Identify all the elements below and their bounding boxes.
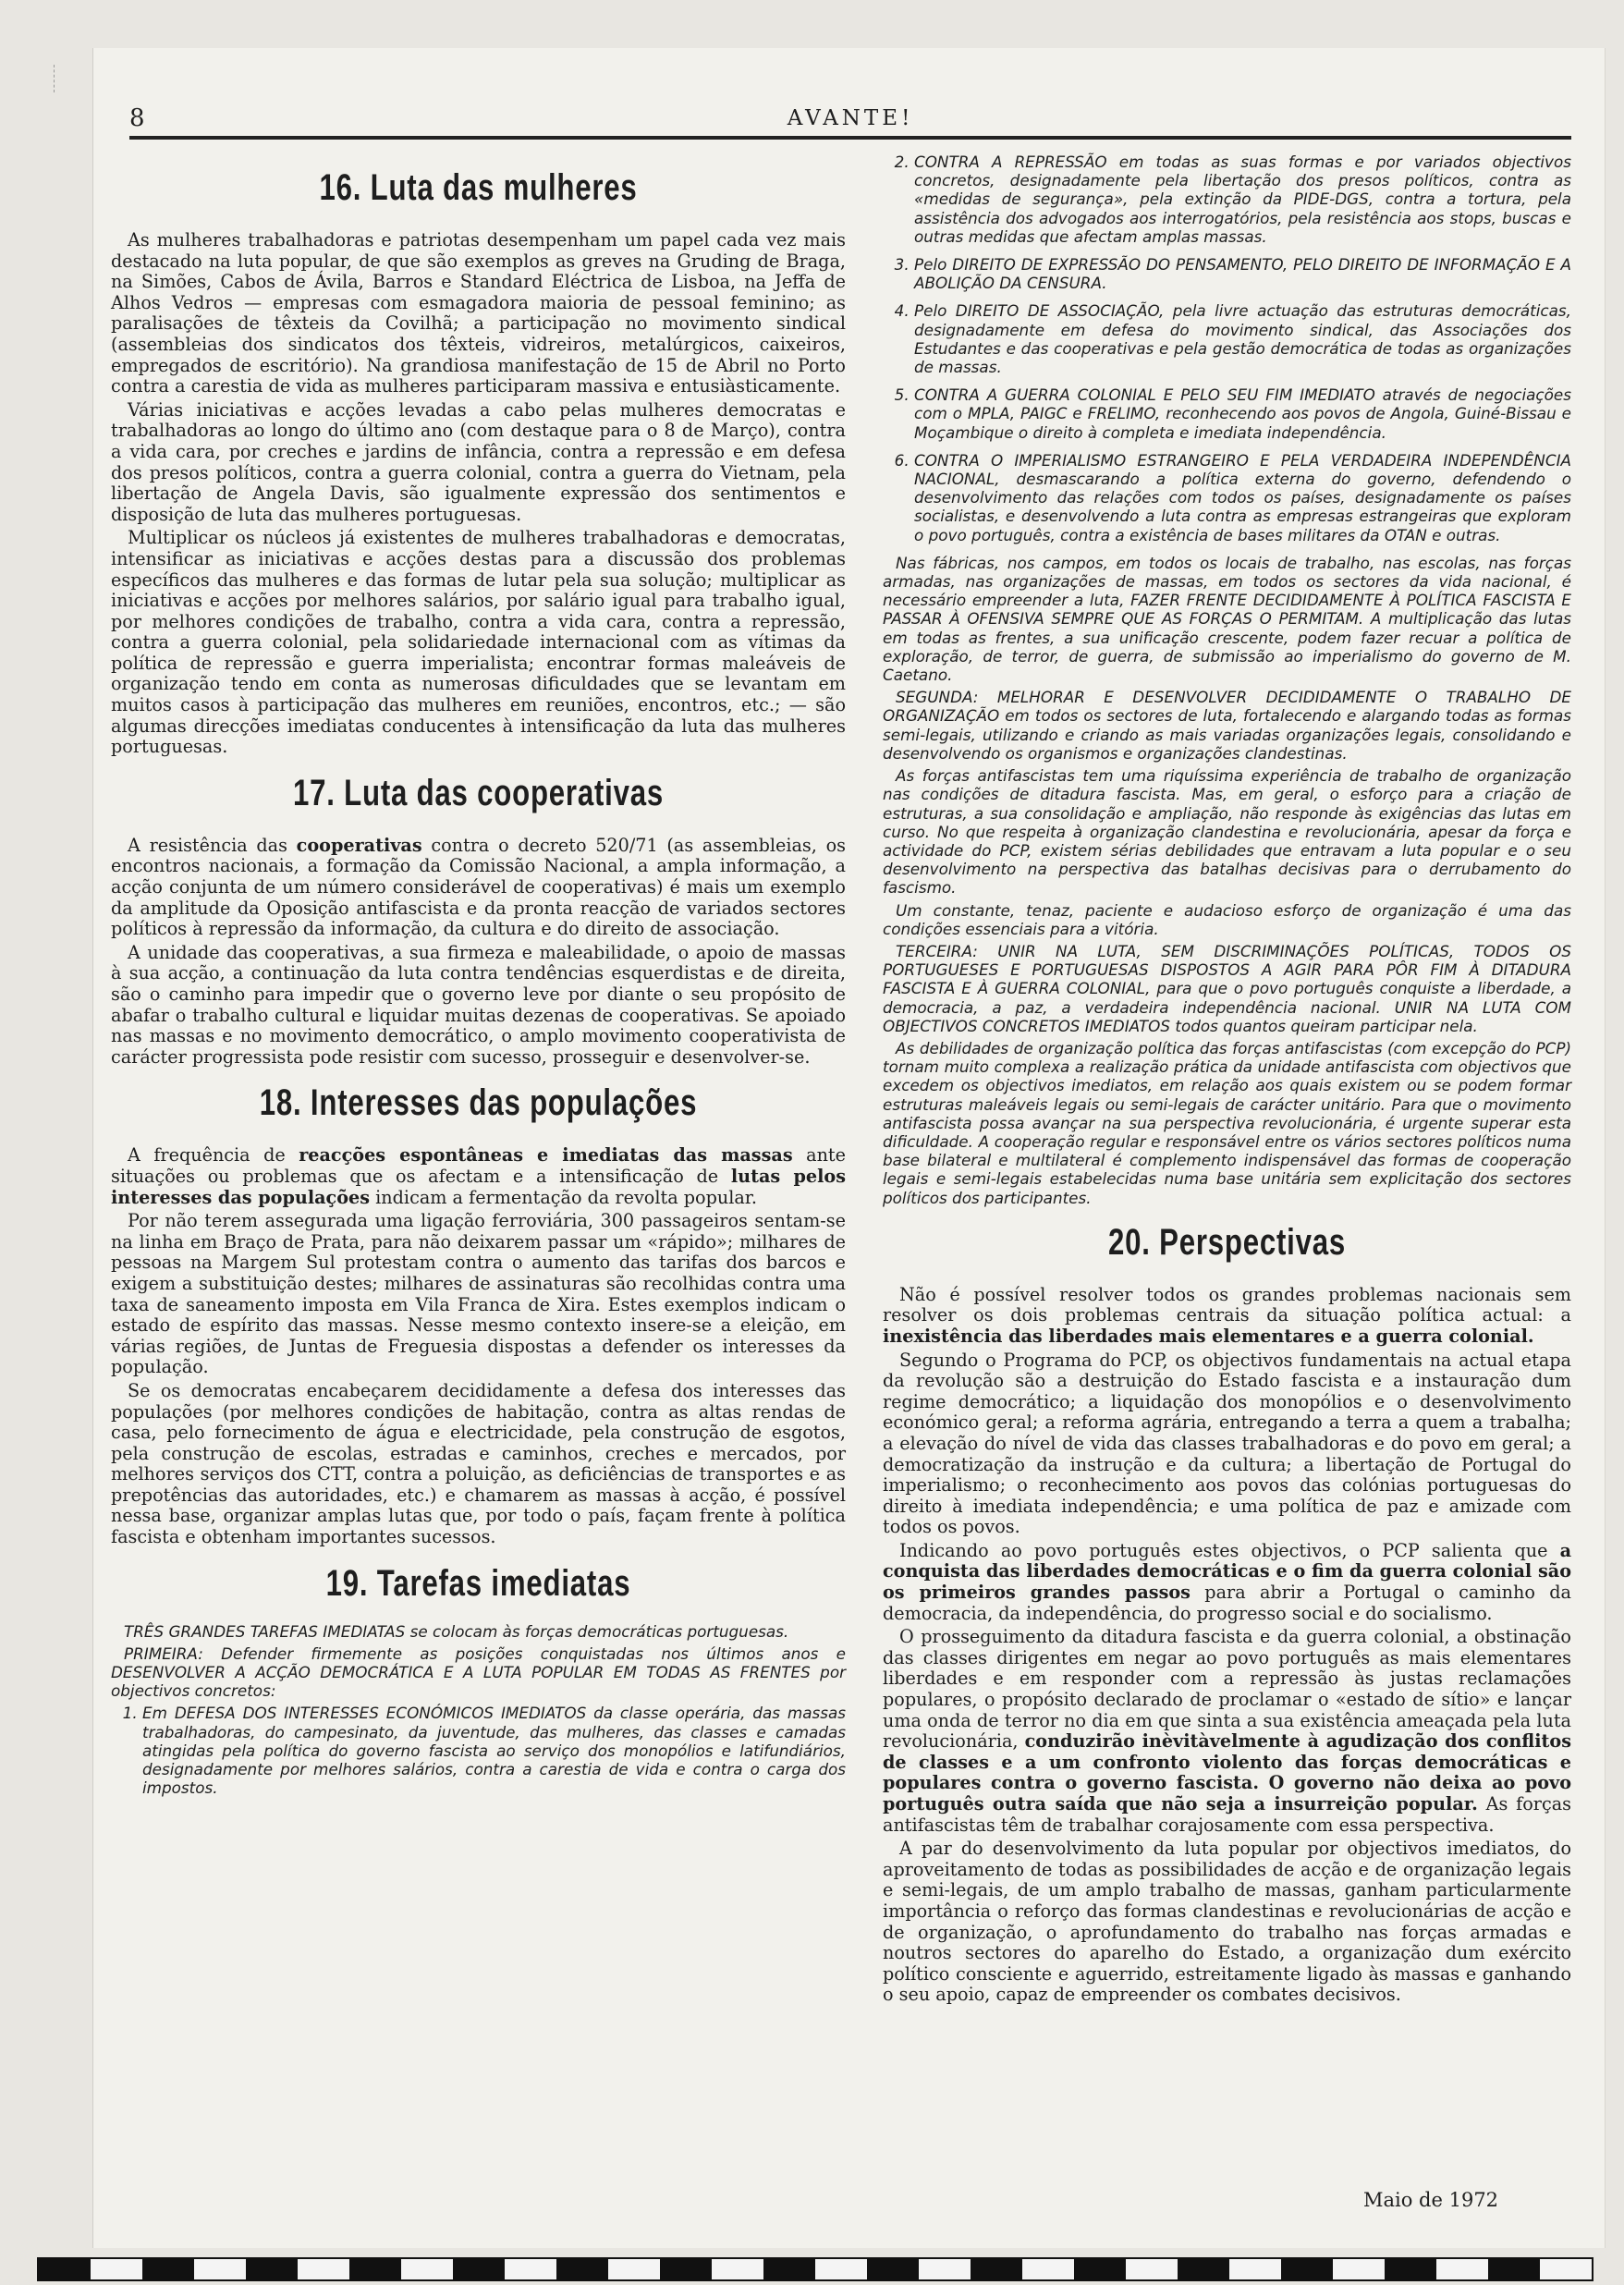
text-run: contra o decreto 520/71 (as assembleias, os encontros nacionais, a formação da Comissão Nacional, a ampla informação, a acção conjunta de um número considerável de cooperativas) é mais um exemplo da amplitude da Oposição antifascista e da pronta reacção de variados sectores políticos à repressão da informação, da cultura e do direito de associação.	[111, 834, 846, 940]
text-run: indicam a fermentação da revolta popular.	[375, 1186, 757, 1208]
section-17	[111, 771, 846, 1069]
list-item: 1. Em DEFESA DOS INTERESSES ECONÓMICOS IMEDIATOS da classe operária, das massas trabalhadoras, do campesinato, da juventude, das mulheres, das classes e camadas atingidas pela política do governo fascista ao serviço dos monopólios e latifundiários, designadamente por melhores salários, contra a carestia de vida e contra o carga dos impostos.	[142, 1704, 846, 1797]
text-run: O prosseguimento da ditadura fascista e da guerra colonial, a obstinação das classes dirigentes em negar ao povo português as mais elementares liberdades e em responder com a repressão às justas reclamações populares, o propósito declarado de proclamar o «estado de sítio» e lançar uma onda de terror no dia em que sinta a sua existência ameaçada pela luta revolucionária,	[883, 1626, 1571, 1753]
paragraph: SEGUNDA: MELHORAR E DESENVOLVER DECIDIDAMENTE O TRABALHO DE ORGANIZAÇÃO em todos os sectores de luta, fortalecendo e alargando todas as formas semi-legais, utilizando e criando as mais variadas organizações legais, consolidando e desenvolvendo os organismos e organizações clandestinas.	[883, 688, 1571, 763]
italic-block	[883, 153, 1571, 1207]
paragraph	[883, 1541, 1571, 1624]
list-item: 6. CONTRA O IMPERIALISMO ESTRANGEIRO E PELA VERDADEIRA INDEPENDÊNCIA NACIONAL, desmascarando a política externa do governo, defendendo o desenvolvimento das relações com todos os países, designadamente os países socialistas, e desenvolvendo a luta contra as empresas estrangeiras que exploram o povo português, contra a existência de bases militares da OTAN e outras.	[914, 451, 1571, 544]
bold-run: cooperativas	[296, 834, 422, 856]
paragraph: TERCEIRA: UNIR NA LUTA, SEM DISCRIMINAÇÕES POLÍTICAS, TODOS OS PORTUGUESES E PORTUGUESAS DISPOSTOS A AGIR PARA PÔR FIM À DITADURA FASCISTA E À GUERRA COLONIAL, para que o povo português conquiste a liberdade, a democracia, a paz, a verdadeira independência nacional. UNIR NA LUTA COM OBJECTIVOS CONCRETOS IMEDIATOS todos quantos queiram participar nela.	[883, 941, 1571, 1035]
text-run: A frequência de	[128, 1144, 286, 1167]
text-run: As forças antifascistas têm de trabalhar corajosamente com essa perspectiva.	[883, 1793, 1571, 1836]
header-rule	[129, 136, 1571, 140]
paragraph: A par do desenvolvimento da luta popular por objectivos imediatos, do aproveitamento de todas as possibilidades de acção e de organização legais e semi-legais, de um amplo trabalho de massas, ganham particularmente importância o reforço das formas clandestinas e revolucionárias de acção e de organização, o aprofundamento do trabalho nas forças armadas e noutros sectores do aparelho do Estado, a organização dum exército político consciente e aguerrido, estreitamente ligado às massas e ganhando o seu apoio, capaz de empreender os combates decisivos.	[883, 1838, 1571, 2006]
section-title: 19. Tarefas imediatas	[325, 1562, 631, 1604]
paragraph: As mulheres trabalhadoras e patriotas desempenham um papel cada vez mais destacado na luta popular, de que são exemplos as greves na Gruding de Braga, na Simões, Cabos de Ávila, Barros e Standard Eléctrica de Lisboa, na Jeffa de Alhos Vedros — empresas com esmagadora maioria de pessoal feminino; as paralisações de têxteis da Covilhã; a participação no movimento sindical (assembleias dos sindicatos dos têxteis, vidreiros, metalúrgicos, caixeiros, empregados de escritório). Na grandiosa manifestação de 15 de Abril no Porto contra a carestia de vida as mulheres participaram massiva e entusiàsticamente.	[111, 229, 846, 397]
paragraph: Segundo o Programa do PCP, os objectivos fundamentais na actual etapa da revolução são a destruição do Estado fascista e a instauração dum regime democrático; a liquidação dos monopólios e o desenvolvimento económico geral; a reforma agrária, entregando a terra a quem a trabalha; a elevação do nível de vida das classes trabalhadoras e do povo em geral; a democratização da instrução e da cultura; a libertação de Portugal do imperialismo; o reconhecimento aos povos das colónias portuguesas do direito à imediata independência; e uma política de paz e amizade com todos os povos.	[883, 1349, 1571, 1538]
paragraph: PRIMEIRA: Defender firmemente as posições conquistadas nos últimos anos e DESENVOLVER A ACÇÃO DEMOCRÁTICA E A LUTA POPULAR EM TODAS AS FRENTES por objectivos concretos:	[111, 1643, 846, 1701]
section-title: 16. Luta das mulheres	[319, 167, 638, 208]
section-18	[111, 1081, 846, 1547]
section-20	[883, 1220, 1571, 2006]
text-run: A resistência das	[128, 834, 287, 856]
paragraph: Se os democratas encabeçarem decididamente a defesa dos interesses das populações (por melhores condições de habitação, contra as altas rendas de casa, pelo fornecimento de água e electricidade, pela construção de esgotos, pela construção de escolas, estradas e caminhos, creches e mercados, por melhores serviços dos CTT, contra a poluição, as deficiências de transportes e as prepotências das autoridades, etc.) e chamarem as massas à acção, é possível nessa base, organizar amplas lutas que, por todo o país, façam frente à política fascista e obtenham importantes sucessos.	[111, 1379, 846, 1548]
paragraph: As forças antifascistas tem uma riquíssima experiência de trabalho de organização nas condições de ditadura fascista. Mas, em geral, o esforço para a criação de estruturas, a sua consolidação e ampliação, não responde às exigências das lutas em curso. No que respeita à organização clandestina e revolucionária, apesar da força e actividade do PCP, existem sérias debilidades que entravam a luta popular e o seu desenvolvimento na perspectiva das batalhas decisivas para o derrubamento do fascismo.	[883, 766, 1571, 898]
paragraph: Nas fábricas, nos campos, em todos os locais de trabalho, nas escolas, nas forças armadas, nas organizações de massas, em todos os sectores da vida nacional, é necessário empreender a luta, FAZER FRENTE DECIDIDAMENTE À POLÍTICA FASCISTA E PASSAR À OFENSIVA SEMPRE QUE AS FORÇAS O PERMITAM. A multiplicação das lutas em todas as frentes, a sua unificação crescente, podem fazer recuar a política de exploração, de terror, de guerra, de submissão ao imperialismo do governo de M. Caetano.	[883, 553, 1571, 685]
paragraph	[883, 1285, 1571, 1348]
paragraph: TRÊS GRANDES TAREFAS IMEDIATAS se colocam às forças democráticas portuguesas.	[124, 1621, 789, 1641]
page-number: 8	[129, 104, 145, 132]
bold-run: inexistência das liberdades mais elementares e a guerra colonial.	[883, 1325, 1534, 1347]
scan-ruler	[37, 2257, 1593, 2281]
section-16	[111, 165, 846, 758]
section-title: 18. Interesses das populações	[259, 1082, 698, 1124]
paragraph: Um constante, tenaz, paciente e audacioso esforço de organização é uma das condições essenciais para a vitória.	[883, 900, 1571, 938]
text-run: ante situações ou problemas que os afectam e a intensificação de	[111, 1144, 846, 1187]
list-item: 5. CONTRA A GUERRA COLONIAL E PELO SEU FIM IMEDIATO através de negociações com o MPLA, PAIGC e FRELIMO, reconhecendo aos povos de Angola, Guiné-Bissau e Moçambique o direito à completa e imediata independência.	[914, 385, 1571, 442]
paragraph: Multiplicar os núcleos já existentes de mulheres trabalhadoras e democratas, intensificar as iniciativas e acções destas para a discussão dos problemas específicos das mulheres e das formas de lutar pela sua solução; multiplicar as iniciativas e acções por melhores salários, por salário igual para trabalho igual, por melhores condições de trabalho, contra a vida cara, contra a repressão, contra a guerra colonial, pela solidariedade internacional com as vítimas da política de repressão e guerra imperialista; encontrar formas maleáveis de organização tendo em conta as numerosas dificuldades que se levantam em muitos casos à participação das mulheres em reuniões, encontros, etc.; — são algumas direcções imediatas conducentes à intensificação da luta das mulheres portuguesas.	[111, 527, 846, 758]
paragraph	[111, 836, 846, 940]
list-item: 2. CONTRA A REPRESSÃO em todas as suas formas e por variados objectivos concretos, designadamente pela libertação dos presos políticos, contra as «medidas de segurança», pela extinção da PIDE-DGS, contra a tortura, pela assistência dos advogados aos interrogatórios, pela resistência aos stops, buscas e outras medidas que afectam amplas massas.	[914, 153, 1571, 246]
list-item: 4. Pelo DIREITO DE ASSOCIAÇÃO, pela livre actuação das estruturas democráticas, designadamente em defesa do movimento sindical, das Associações dos Estudantes e das cooperativas e pela gestão democrática de todas as organizações de massas.	[914, 301, 1571, 376]
text-run: Indicando ao povo português estes objectivos, o PCP salienta que	[899, 1539, 1548, 1561]
bold-run: a conquista das liberdades democráticas e o fim da guerra colonial são os primeiros grandes passos	[883, 1539, 1571, 1604]
paragraph: A unidade das cooperativas, a sua firmeza e maleabilidade, o apoio de massas à sua acção, a continuação da luta contra tendências esquerdistas e de direita, são o caminho para impedir que o governo leve por diante o seu propósito de abafar o trabalho cultural e liquidar muitas dezenas de cooperativas. Se apoiado nas massas e no movimento democrático, o amplo movimento cooperativista de carácter progressista pode resistir com sucesso, prosseguir e desenvolver-se.	[111, 941, 846, 1068]
text-run: Não é possível resolver todos os grandes problemas nacionais sem resolver os dois problemas centrais da situação política actual: a	[883, 1283, 1571, 1326]
page-mark	[54, 65, 73, 92]
section-title: 20. Perspectivas	[1107, 1221, 1347, 1263]
tasks-list	[111, 1704, 846, 1797]
paragraph	[883, 1627, 1571, 1836]
section-title: 17. Luta das cooperativas	[293, 772, 664, 813]
paragraph: Por não terem assegurada uma ligação ferroviária, 300 passageiros sentam-se na linha em Braço de Prata, para não deixarem passar um «rápido»; milhares de pessoas na Margem Sul protestam contra o aumento das tarifas dos barcos e exigem a substituição destes; milhares de assinaturas são recolhidas contra uma taxa de saneamento imposta em Vila Franca de Xira. Estes exemplos indicam o estado de espírito das massas. Nesse mesmo contexto insere-se a eleição, em várias regiões, de Juntas de Freguesia dispostas a defender os interesses da população.	[111, 1210, 846, 1378]
bold-run: lutas pelos interesses das populações	[111, 1165, 846, 1208]
issue-date: Maio de 1972	[1363, 2189, 1499, 2211]
paragraph: Várias iniciativas e acções levadas a cabo pelas mulheres democratas e trabalhadoras ao longo do último ano (com destaque para o 8 de Março), contra a vida cara, por creches e jardins de infância, contra a repressão e em defesa dos presos políticos, contra a guerra colonial, contra a guerra do Vietnam, pela libertação de Angela Davis, são igualmente expressão dos sentimentos e disposição de luta das mulheres portuguesas.	[111, 398, 846, 525]
section-19	[111, 1561, 846, 1798]
newspaper-name: AVANTE!	[787, 106, 914, 130]
list-item: 3. Pelo DIREITO DE EXPRESSÃO DO PENSAMENTO, PELO DIREITO DE INFORMAÇÃO E A ABOLIÇÃO DA CENSURA.	[914, 255, 1571, 292]
bold-run: conduzirão inèvitàvelmente à agudização dos conflitos de classes e a um confronto violento das forças democráticas e populares contra o governo fascista. O governo não deixa ao povo português outra saída que não seja a insurreição popular.	[883, 1730, 1571, 1815]
paragraph	[111, 1145, 846, 1208]
italic-block	[111, 1622, 846, 1798]
bold-run: reacções espontâneas e imediatas das massas	[299, 1144, 793, 1167]
right-column	[883, 153, 1571, 2009]
paragraph: As debilidades de organização política das forças antifascistas (com excepção do PCP) tornam muito complexa a realização prática da unidade antifascista com objectivos que excedem os objectivos imediatos, em relação aos quais existem ou se podem formar estruturas maleáveis legais ou semi-legais de carácter unitário. Para que o movimento antifascista possa avançar na sua perspectiva revolucionária, é urgente superar esta dificuldade. A cooperação regular e responsável entre os vários sectores políticos numa base bilateral e multilateral é complemento indispensável das formas de cooperação legais e semi-legais estabelecidas numa base unitária sem explicitação dos sectores políticos dos participantes.	[883, 1038, 1571, 1207]
page-header	[129, 97, 1571, 138]
tasks-list-continued	[883, 153, 1571, 544]
text-run: para abrir a Portugal o caminho da democracia, da independência, do progresso social e do socialismo.	[883, 1582, 1571, 1624]
left-column	[111, 153, 846, 1806]
